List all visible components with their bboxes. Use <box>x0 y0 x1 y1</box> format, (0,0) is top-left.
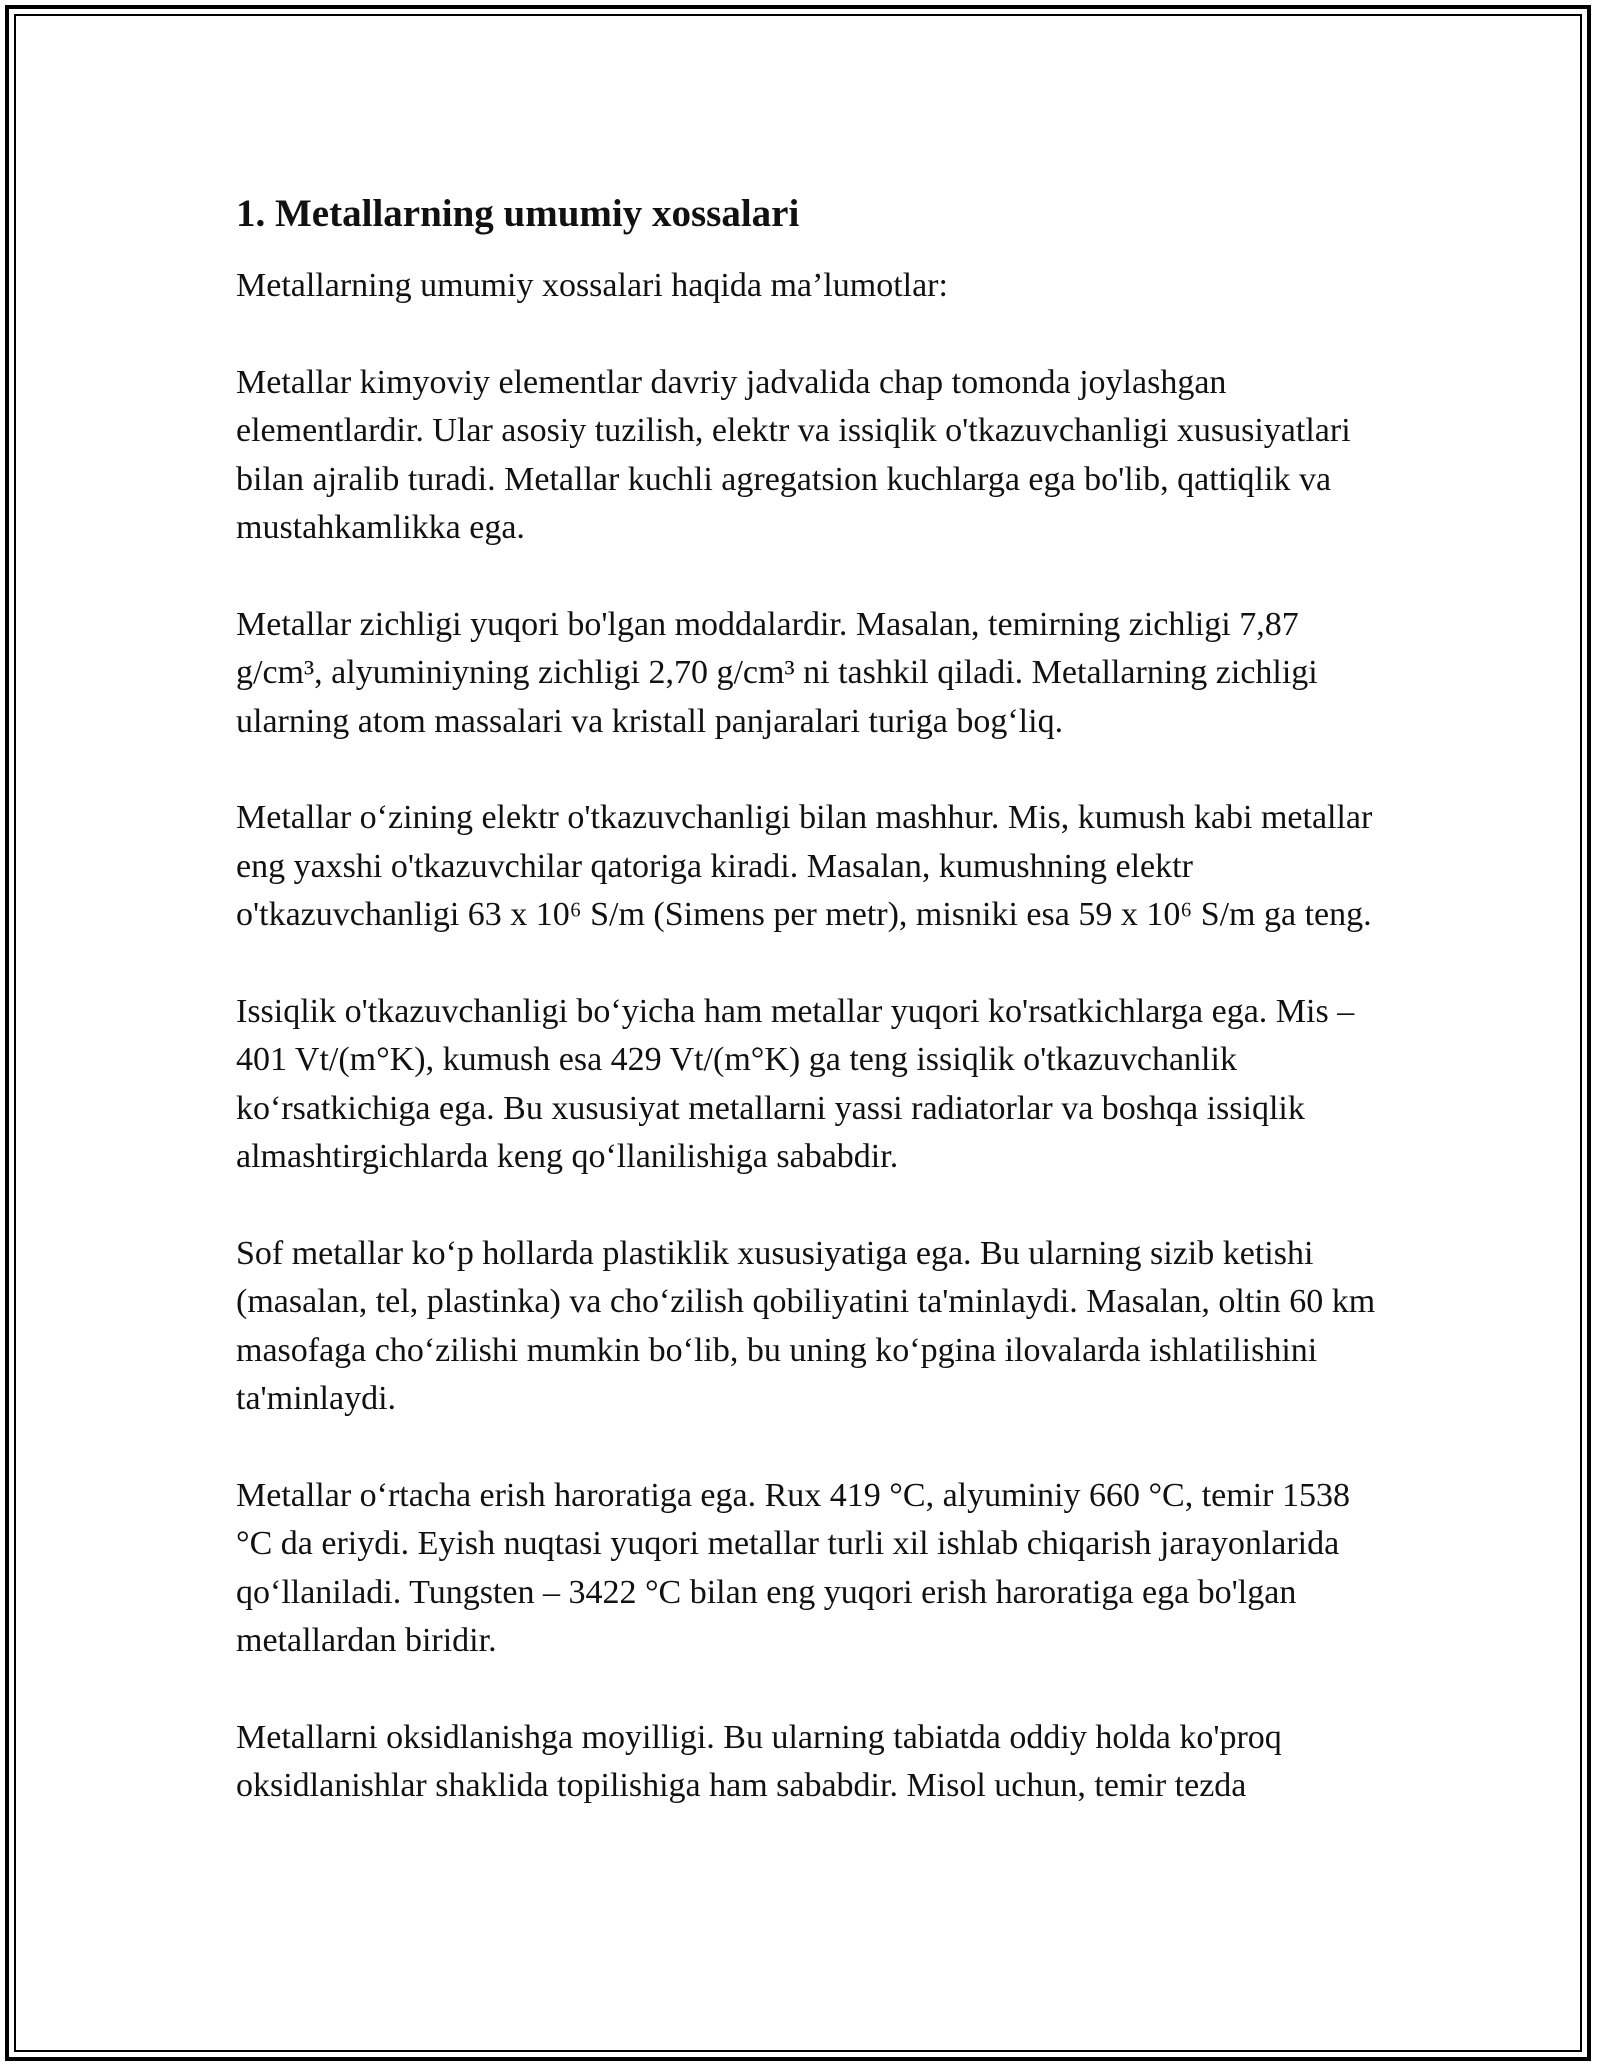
paragraph-plasticity: Sof metallar ko‘p hollarda plastiklik xususiyatiga ega. Bu ularning sizib ketishi (masalan, tel, plastinka) va cho‘zilish qobiliyatini ta'minlaydi. Masalan, oltin 60 km masofaga cho‘zilishi mumkin bo‘lib, bu uning ko‘pgina ilovalarda ishlatilishini ta'minlaydi. <box>236 1234 1376 1417</box>
intro-paragraph: Metallarning umumiy xossalari haqida ma’lumotlar: <box>236 267 948 304</box>
paragraph-melting-point: Metallar o‘rtacha erish haroratiga ega. Rux 419 °C, alyuminiy 660 °C, temir 1538 °C da eriydi. Eyish nuqtasi yuqori metallar turli xil ishlab chiqarish jarayonlarida qo‘llaniladi. Tungsten – 3422 °C bilan eng yuqori erish haroratiga ega bo'lgan metallardan biridir. <box>236 1476 1350 1659</box>
paragraph-thermal-conductivity: Issiqlik o'tkazuvchanligi bo‘yicha ham metallar yuqori ko'rsatkichlarga ega. Mis – 401 Vt/(m°K), kumush esa 429 Vt/(m°K) ga teng issiqlik o'tkazuvchanlik ko‘rsatkichiga ega. Bu xususiyat metallarni yassi radiatorlar va boshqa issiqlik almashtirgichlarda keng qo‘llanilishiga sababdir. <box>236 992 1355 1175</box>
paragraph-electrical-conductivity: Metallar o‘zining elektr o'tkazuvchanligi bilan mashhur. Mis, kumush kabi metallar eng yaxshi o'tkazuvchilar qatoriga kiradi. Masalan, kumushning elektr o'tkazuvchanligi 63 x 10⁶ S/m (Simens per metr), misniki esa 59 x 10⁶ S/m ga teng. <box>236 799 1373 933</box>
paragraph-oxidation: Metallarni oksidlanishga moyilligi. Bu ularning tabiatda oddiy holda ko'proq oksidlanishlar shaklida topilishiga ham sababdir. Misol uchun, temir tezda <box>236 1718 1282 1804</box>
paragraph-density: Metallar zichligi yuqori bo'lgan moddalardir. Masalan, temirning zichligi 7,87 g/cm³, alyuminiyning zichligi 2,70 g/cm³ ni tashkil qiladi. Metallarning zichligi ularning atom massalari va kristall panjaralari turiga bog‘liq. <box>236 605 1318 740</box>
paragraph-general: Metallar kimyoviy elementlar davriy jadvalida chap tomonda joylashgan elementlardir. Ular asosiy tuzilish, elektr va issiqlik o'tkazuvchanligi xususiyatlari bilan ajralib turadi. Metallar kuchli agregatsion kuchlarga ega bo'lib, qattiqlik va mustahkamlikka ega. <box>236 363 1351 546</box>
document-page <box>236 188 1376 1859</box>
section-title: 1. Metallarning umumiy xossalari <box>236 192 800 235</box>
